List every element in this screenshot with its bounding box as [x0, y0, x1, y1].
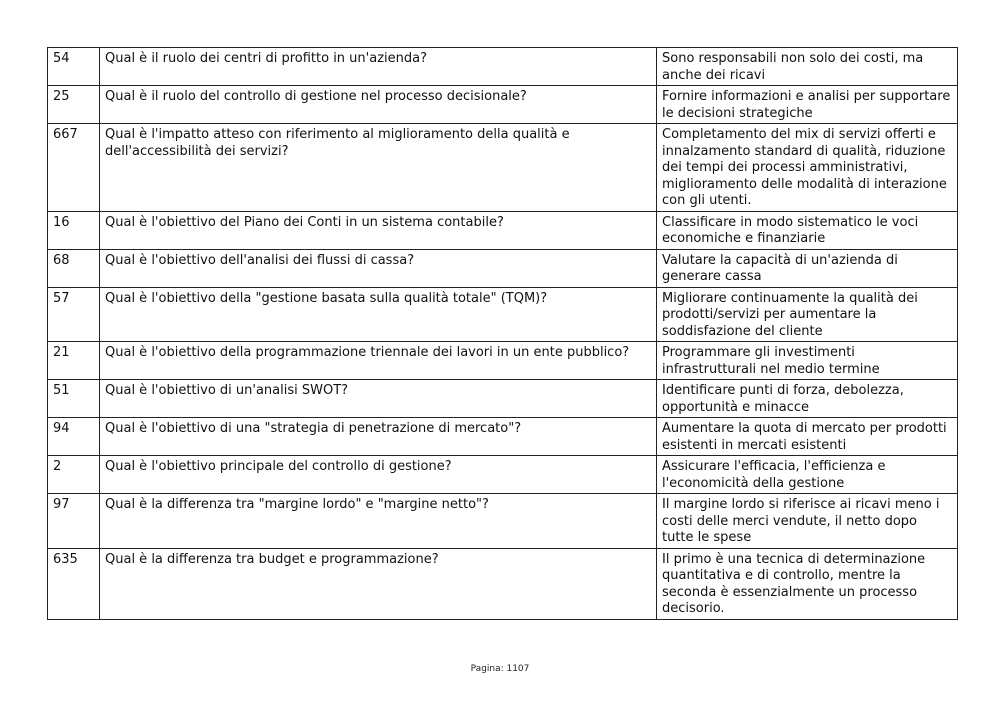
question-cell: Qual è la differenza tra "margine lordo" e "margine netto"? [100, 494, 657, 549]
row-id-cell: 2 [48, 456, 100, 494]
question-cell: Qual è l'impatto atteso con riferimento al miglioramento della qualità e dell'accessibilità dei servizi? [100, 124, 657, 212]
table-row [48, 48, 958, 86]
table-row [48, 249, 958, 287]
row-id-cell: 667 [48, 124, 100, 212]
answer-cell: Sono responsabili non solo dei costi, ma anche dei ricavi [657, 48, 958, 86]
question-cell: Qual è la differenza tra budget e programmazione? [100, 548, 657, 619]
row-id-cell: 16 [48, 211, 100, 249]
answer-cell: Aumentare la quota di mercato per prodotti esistenti in mercati esistenti [657, 418, 958, 456]
row-id-cell: 94 [48, 418, 100, 456]
answer-cell: Identificare punti di forza, debolezza, opportunità e minacce [657, 380, 958, 418]
answer-cell: Classificare in modo sistematico le voci economiche e finanziarie [657, 211, 958, 249]
question-cell: Qual è l'obiettivo della "gestione basata sulla qualità totale" (TQM)? [100, 287, 657, 342]
table-row [48, 287, 958, 342]
row-id-cell: 54 [48, 48, 100, 86]
table-row [48, 342, 958, 380]
table-row [48, 494, 958, 549]
qa-table-body [48, 48, 958, 620]
row-id-cell: 635 [48, 548, 100, 619]
question-cell: Qual è l'obiettivo di una "strategia di penetrazione di mercato"? [100, 418, 657, 456]
question-cell: Qual è l'obiettivo della programmazione triennale dei lavori in un ente pubblico? [100, 342, 657, 380]
table-row [48, 418, 958, 456]
row-id-cell: 51 [48, 380, 100, 418]
table-row [48, 548, 958, 619]
row-id-cell: 57 [48, 287, 100, 342]
question-cell: Qual è il ruolo del controllo di gestione nel processo decisionale? [100, 86, 657, 124]
answer-cell: Il primo è una tecnica di determinazione quantitativa e di controllo, mentre la seconda è essenzialmente un processo decisorio. [657, 548, 958, 619]
question-cell: Qual è l'obiettivo del Piano dei Conti in un sistema contabile? [100, 211, 657, 249]
table-row [48, 124, 958, 212]
row-id-cell: 68 [48, 249, 100, 287]
question-cell: Qual è l'obiettivo di un'analisi SWOT? [100, 380, 657, 418]
table-row [48, 380, 958, 418]
question-cell: Qual è l'obiettivo dell'analisi dei flussi di cassa? [100, 249, 657, 287]
answer-cell: Fornire informazioni e analisi per supportare le decisioni strategiche [657, 86, 958, 124]
answer-cell: Il margine lordo si riferisce ai ricavi meno i costi delle merci vendute, il netto dopo tutte le spese [657, 494, 958, 549]
table-row [48, 456, 958, 494]
table-row [48, 86, 958, 124]
answer-cell: Programmare gli investimenti infrastrutturali nel medio termine [657, 342, 958, 380]
answer-cell: Assicurare l'efficacia, l'efficienza e l'economicità della gestione [657, 456, 958, 494]
question-cell: Qual è il ruolo dei centri di profitto in un'azienda? [100, 48, 657, 86]
qa-table [47, 47, 958, 620]
answer-cell: Migliorare continuamente la qualità dei prodotti/servizi per aumentare la soddisfazione del cliente [657, 287, 958, 342]
answer-cell: Valutare la capacità di un'azienda di generare cassa [657, 249, 958, 287]
row-id-cell: 25 [48, 86, 100, 124]
table-row [48, 211, 958, 249]
answer-cell: Completamento del mix di servizi offerti e innalzamento standard di qualità, riduzione dei tempi dei processi amministrativi, miglioramento delle modalità di interazione con gli utenti. [657, 124, 958, 212]
question-cell: Qual è l'obiettivo principale del controllo di gestione? [100, 456, 657, 494]
row-id-cell: 21 [48, 342, 100, 380]
row-id-cell: 97 [48, 494, 100, 549]
page-number-footer: Pagina: 1107 [470, 664, 530, 674]
